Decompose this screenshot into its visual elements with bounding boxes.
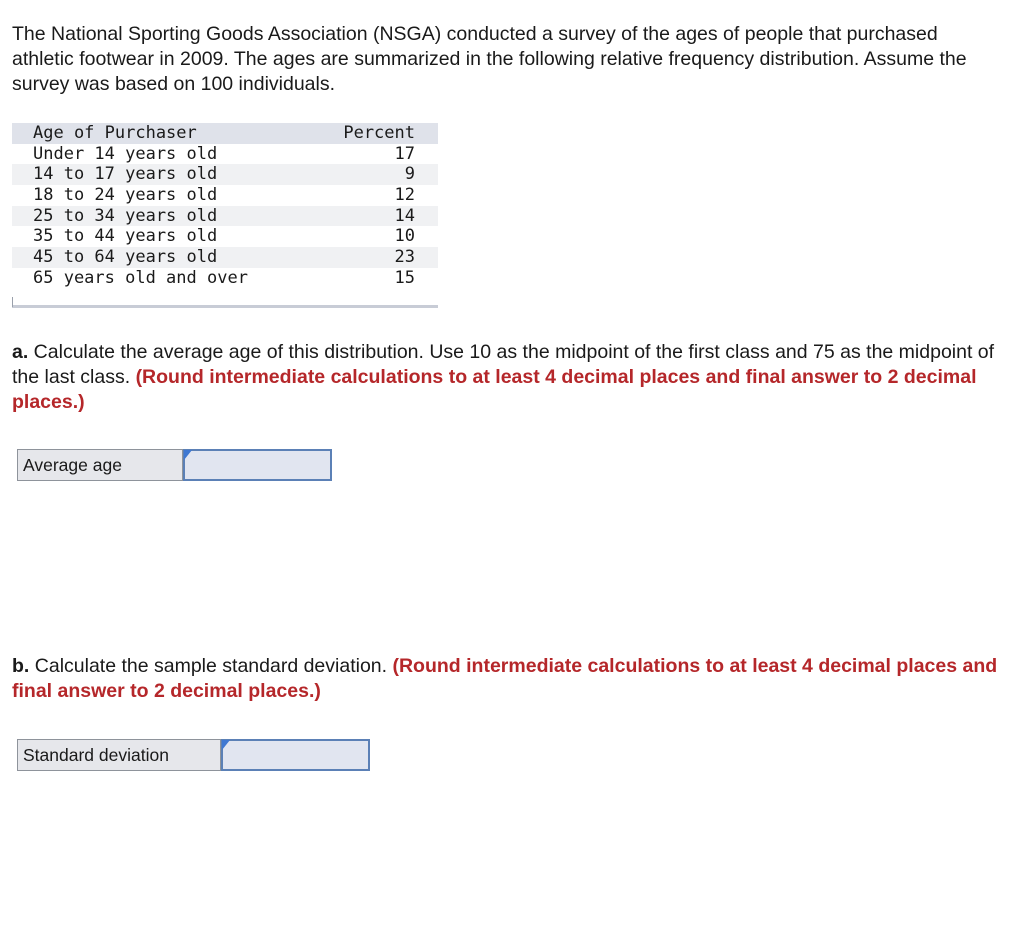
standard-deviation-input-wrap: [221, 739, 370, 771]
standard-deviation-answer-row: [17, 739, 370, 771]
problem-intro: The National Sporting Goods Association (NSGA) conducted a survey of the ages of people that purchased athletic footwear in 2009. The ages are summarized in the following relative frequency distribution. Assume the survey was based on 100 individuals.: [12, 23, 967, 95]
column-header-age: Age of Purchaser: [33, 123, 197, 143]
question-b-rounding-note: (Round intermediate calculations to at least 4 decimal places and final answer to 2 decimal places.): [12, 655, 998, 702]
table-row: [12, 164, 438, 185]
average-age-input-wrap: [183, 449, 332, 481]
percent-value: 17: [394, 143, 415, 164]
table-row: [12, 206, 438, 227]
age-class-label: 45 to 64 years old: [33, 247, 218, 268]
age-distribution-table: [12, 123, 438, 308]
column-header-percent: Percent: [343, 123, 415, 143]
table-row: [12, 144, 438, 165]
percent-value: 9: [404, 164, 415, 185]
question-a: [12, 340, 1002, 415]
average-age-input[interactable]: [183, 449, 332, 481]
age-class-label: Under 14 years old: [33, 143, 218, 164]
standard-deviation-label: Standard deviation: [17, 739, 221, 771]
age-class-label: 25 to 34 years old: [33, 205, 218, 226]
standard-deviation-input[interactable]: [221, 739, 370, 771]
age-class-label: 65 years old and over: [33, 267, 248, 288]
question-a-label: a.: [12, 341, 29, 363]
percent-value: 23: [394, 247, 415, 268]
table-header-row: [12, 123, 438, 144]
table-spacer: [12, 289, 438, 305]
question-a-text: Calculate the average age of this distribution. Use 10 as the midpoint of the first class and 75 as the midpoint of the last class.: [12, 341, 995, 388]
percent-value: 14: [394, 205, 415, 226]
table-row: [12, 185, 438, 206]
age-class-label: 14 to 17 years old: [33, 164, 218, 185]
table-row: [12, 226, 438, 247]
average-age-label: Average age: [17, 449, 183, 481]
percent-value: 10: [394, 226, 415, 247]
question-b-text: Calculate the sample standard deviation.: [29, 655, 393, 677]
percent-value: 12: [394, 185, 415, 206]
table-row: [12, 247, 438, 268]
age-class-label: 35 to 44 years old: [33, 226, 218, 247]
percent-value: 15: [394, 267, 415, 288]
question-b: [12, 654, 1002, 704]
age-class-label: 18 to 24 years old: [33, 185, 218, 206]
question-b-label: b.: [12, 655, 30, 677]
table-divider: [12, 297, 13, 307]
table-row: [12, 268, 438, 289]
question-a-rounding-note: (Round intermediate calculations to at least 4 decimal places and final answer to 2 decimal places.): [12, 366, 977, 413]
average-age-answer-row: [17, 449, 332, 481]
